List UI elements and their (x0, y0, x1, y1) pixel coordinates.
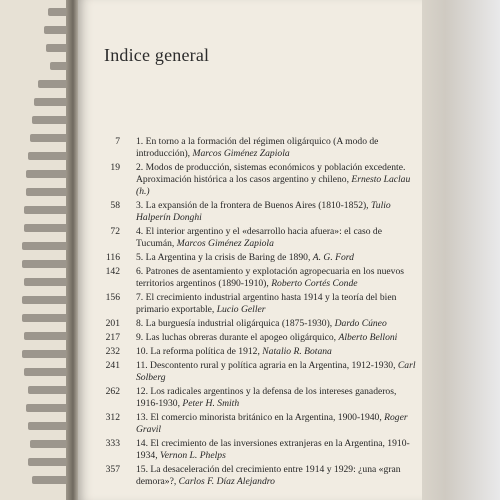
toc-author: Marcos Giménez Zapiola (192, 148, 290, 159)
toc-author: Alberto Belloni (338, 332, 398, 343)
left-page-text-line (32, 116, 68, 124)
toc-entry-text (136, 226, 418, 250)
toc-entry (100, 438, 418, 462)
toc-title: 1. En torno a la formación del régimen oligárquico (A modo de introducción), (136, 136, 379, 159)
toc-author: Roberto Cortés Conde (271, 278, 358, 289)
toc-entry-text (136, 412, 418, 436)
left-page-text-line (22, 350, 68, 358)
toc-entry (100, 266, 418, 290)
toc-title: 2. Modos de producción, sistemas económicos y población excedente. Aproximación histórica a los casos argentino y chileno, (136, 162, 406, 185)
toc-title: 15. La desaceleración del crecimiento entre 1914 y 1929: ¿una «gran demora»?, (136, 464, 401, 487)
left-page-text-line (30, 440, 68, 448)
toc-page-number: 262 (105, 386, 120, 397)
left-page (0, 0, 72, 500)
left-page-text-line (46, 44, 68, 52)
left-page-text-line (38, 80, 68, 88)
toc-title: 6. Patrones de asentamiento y explotación agropecuaria en los nuevos territorios argentinos (1890-1910), (136, 266, 405, 289)
left-page-text-line (22, 242, 68, 250)
left-page-text-line (32, 476, 68, 484)
toc-page-number: 333 (105, 438, 120, 449)
toc-page-number: 201 (105, 318, 120, 329)
toc-author: Dardo Cúneo (334, 318, 387, 329)
toc-title: 10. La reforma política de 1912, (136, 346, 263, 357)
toc-entry (100, 464, 418, 488)
toc-entry-text (136, 332, 418, 344)
left-page-text-line (24, 278, 68, 286)
toc-author: Marcos Giménez Zapiola (176, 238, 274, 249)
toc-title: 3. La expansión de la frontera de Buenos Aires (1810-1852), (136, 200, 371, 211)
toc-page-number: 58 (110, 200, 120, 211)
toc-page-number: 72 (110, 226, 120, 237)
left-page-text-line (44, 26, 68, 34)
page-title: Indice general (104, 45, 210, 65)
toc-entry-text (136, 200, 418, 224)
toc-entry-text (136, 318, 418, 330)
toc-page-number: 19 (110, 162, 120, 173)
toc-page-number: 142 (105, 266, 120, 277)
toc-entry (100, 226, 418, 250)
toc-entry (100, 412, 418, 436)
toc-title: 9. Las luchas obreras durante el apogeo oligárquico, (136, 332, 339, 343)
toc-entry-text (136, 346, 418, 358)
toc-title: 7. El crecimiento industrial argentino hasta 1914 y la teoría del bien primario exportable, (136, 292, 397, 315)
toc-page-number: 7 (115, 136, 120, 147)
toc-entry-text (136, 360, 418, 384)
toc-entry (100, 386, 418, 410)
left-page-text-line (24, 206, 68, 214)
toc-title: 5. La Argentina y la crisis de Baring de 1890, (136, 252, 313, 263)
toc-author: Carlos F. Díaz Alejandro (178, 476, 275, 487)
toc-entry-text (136, 386, 418, 410)
toc-author: Peter H. Smith (182, 398, 240, 409)
left-page-text-line (28, 152, 68, 160)
left-page-text-line (24, 368, 68, 376)
toc-author: Ernesto Laclau (h.) (136, 174, 411, 197)
left-page-text-line (34, 98, 68, 106)
toc-author: Vernon L. Phelps (159, 450, 226, 461)
toc-entry (100, 360, 418, 384)
toc-entry-text (136, 292, 418, 316)
left-page-text-line (26, 404, 68, 412)
toc-page-number: 116 (105, 252, 120, 263)
toc-title: 14. El crecimiento de las inversiones extranjeras en la Argentina, 1910-1934, (136, 438, 410, 461)
toc-entry-text (136, 252, 418, 264)
left-page-text-line (24, 332, 68, 340)
left-page-text-line (26, 188, 68, 196)
toc-entry (100, 292, 418, 316)
toc-page-number: 217 (105, 332, 120, 343)
left-page-text-line (22, 314, 68, 322)
toc-page-number: 357 (105, 464, 120, 475)
toc-title: 8. La burguesía industrial oligárquica (1875-1930), (136, 318, 335, 329)
toc-page-number: 156 (105, 292, 120, 303)
toc-entry-text (136, 162, 418, 198)
toc-entry (100, 346, 418, 358)
left-page-text-line (28, 386, 68, 394)
toc-entry (100, 252, 418, 264)
toc-author: Tulio Halperín Donghi (136, 200, 391, 223)
left-page-text-line (22, 260, 68, 268)
toc-entry (100, 318, 418, 330)
toc-entry-text (136, 438, 418, 462)
toc-page-number: 312 (105, 412, 120, 423)
page-edge (422, 0, 500, 500)
toc-entry (100, 136, 418, 160)
toc-title: 11. Descontento rural y política agraria en la Argentina, 1912-1930, (136, 360, 398, 371)
toc-entry (100, 162, 418, 198)
left-page-text-line (26, 170, 68, 178)
toc-title: 4. El interior argentino y el «desarrollo hacia afuera»: el caso de Tucumán, (136, 226, 382, 249)
toc-page-number: 232 (105, 346, 120, 357)
toc-author: Carl Solberg (136, 360, 416, 383)
toc-title: 12. Los radicales argentinos y la defensa de los intereses ganaderos, 1916-1930, (136, 386, 397, 409)
toc-author: Lucio Geller (216, 304, 266, 315)
toc-entry-text (136, 464, 418, 488)
toc-entry (100, 200, 418, 224)
toc-entry-text (136, 266, 418, 290)
left-page-text-line (30, 134, 68, 142)
toc-author: Natalio R. Botana (262, 346, 332, 357)
left-page-text-line (22, 296, 68, 304)
left-page-text-line (24, 224, 68, 232)
table-of-contents (100, 136, 418, 490)
toc-author: Roger Gravil (136, 412, 408, 435)
left-page-text-line (28, 458, 68, 466)
toc-entry-text (136, 136, 418, 160)
toc-title: 13. El comercio minorista británico en la Argentina, 1900-1940, (136, 412, 385, 423)
toc-page-number: 241 (105, 360, 120, 371)
toc-author: A. G. Ford (312, 252, 354, 263)
toc-entry (100, 332, 418, 344)
left-page-text-line (28, 422, 68, 430)
left-page-text-line (48, 8, 68, 16)
